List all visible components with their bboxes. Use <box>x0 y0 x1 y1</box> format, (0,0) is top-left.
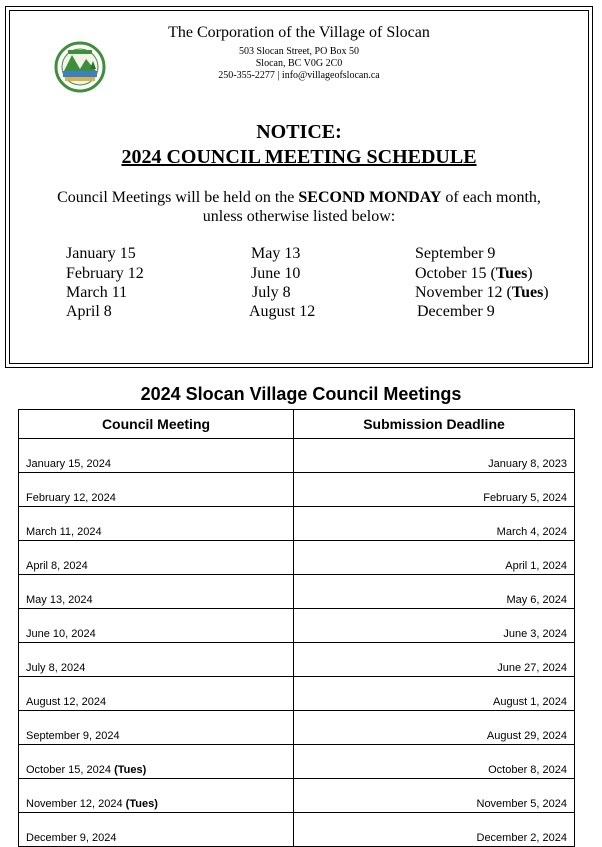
meeting-date: October 15 (Tues) <box>415 265 533 282</box>
contact-info: 250-355-2277 | info@villageofslocan.ca <box>218 70 380 81</box>
tues-note: Tues <box>511 284 544 301</box>
submission-deadline-cell: August 29, 2024 <box>294 711 575 745</box>
council-meeting-cell: June 10, 2024 <box>19 609 294 643</box>
submission-deadline-cell: March 4, 2024 <box>294 507 575 541</box>
council-meeting-cell: September 9, 2024 <box>19 711 294 745</box>
meeting-date: February 12 <box>66 265 144 282</box>
notice-box <box>5 6 593 368</box>
table-row <box>19 541 575 575</box>
meeting-date: December 9 <box>417 303 495 320</box>
council-meeting-cell: November 12, 2024 (Tues) <box>19 779 294 813</box>
table-row <box>19 779 575 813</box>
meeting-date: June 10 <box>251 265 301 282</box>
submission-deadline-cell: April 1, 2024 <box>294 541 575 575</box>
tues-note: (Tues) <box>114 764 147 776</box>
submission-deadline-cell: October 8, 2024 <box>294 745 575 779</box>
organization-name: The Corporation of the Village of Slocan <box>168 24 430 41</box>
council-meeting-cell: March 11, 2024 <box>19 507 294 541</box>
council-meeting-cell: February 12, 2024 <box>19 473 294 507</box>
submission-deadline-cell: June 3, 2024 <box>294 609 575 643</box>
address-city: Slocan, BC V0G 2C0 <box>255 58 343 69</box>
submission-deadline-cell: January 8, 2023 <box>294 439 575 473</box>
table-row <box>19 439 575 473</box>
address-street: 503 Slocan Street, PO Box 50 <box>239 46 359 57</box>
council-meeting-cell: October 15, 2024 (Tues) <box>19 745 294 779</box>
council-meeting-cell: January 15, 2024 <box>19 439 294 473</box>
header-submission-deadline: Submission Deadline <box>294 410 575 439</box>
table-row <box>19 473 575 507</box>
council-meeting-cell: July 8, 2024 <box>19 643 294 677</box>
tues-note: (Tues) <box>125 798 158 810</box>
meeting-date: November 12 (Tues) <box>415 284 549 301</box>
table-row <box>19 609 575 643</box>
meeting-date: August 12 <box>249 303 316 320</box>
table-row <box>19 813 575 847</box>
tues-note: Tues <box>495 265 528 282</box>
submission-deadline-cell: August 1, 2024 <box>294 677 575 711</box>
header-council-meeting: Council Meeting <box>19 410 294 439</box>
intro-emphasis: SECOND MONDAY <box>298 189 442 206</box>
council-meeting-cell: May 13, 2024 <box>19 575 294 609</box>
notice-title: NOTICE: <box>256 121 342 143</box>
table-row <box>19 643 575 677</box>
meeting-date: July 8 <box>252 284 291 301</box>
notice-inner-border <box>9 10 589 364</box>
table-row <box>19 575 575 609</box>
meeting-date: January 15 <box>66 245 136 262</box>
intro-line-1: Council Meetings will be held on the SECOND MONDAY of each month, <box>57 189 541 206</box>
council-meeting-cell: December 9, 2024 <box>19 813 294 847</box>
meeting-date: March 11 <box>66 284 128 301</box>
submission-deadline-cell: February 5, 2024 <box>294 473 575 507</box>
notice-subtitle: 2024 COUNCIL MEETING SCHEDULE <box>121 146 477 168</box>
intro-line-2: unless otherwise listed below: <box>202 208 396 225</box>
submission-deadline-cell: November 5, 2024 <box>294 779 575 813</box>
table-row <box>19 711 575 745</box>
submission-deadline-cell: May 6, 2024 <box>294 575 575 609</box>
council-meeting-cell: April 8, 2024 <box>19 541 294 575</box>
table-header-row <box>19 410 575 439</box>
submission-deadline-cell: June 27, 2024 <box>294 643 575 677</box>
table-row <box>19 507 575 541</box>
meeting-date: September 9 <box>415 245 496 262</box>
schedule-table-title: 2024 Slocan Village Council Meetings <box>140 384 462 404</box>
table-row <box>19 677 575 711</box>
table-row <box>19 745 575 779</box>
submission-deadline-cell: December 2, 2024 <box>294 813 575 847</box>
meeting-date: May 13 <box>251 245 301 262</box>
meeting-date: April 8 <box>66 303 112 320</box>
council-meeting-cell: August 12, 2024 <box>19 677 294 711</box>
schedule-table <box>18 409 575 847</box>
